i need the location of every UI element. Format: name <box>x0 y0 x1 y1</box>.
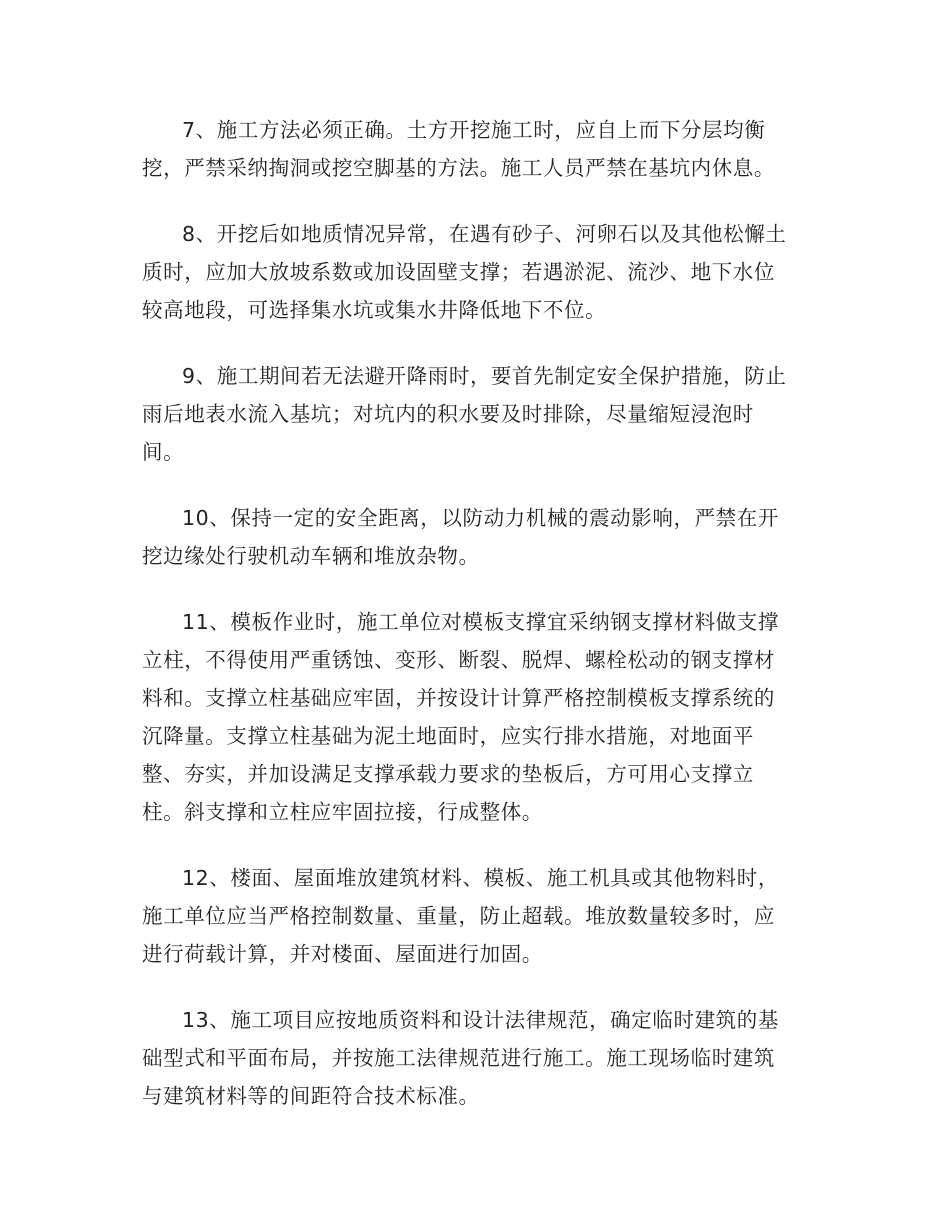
paragraph-10 <box>142 499 812 575</box>
paragraph-9 <box>142 357 812 471</box>
text-line: 挖，严禁采纳掏洞或挖空脚基的方法。施工人员严禁在基坑内休息。 <box>142 156 775 180</box>
text-line: 质时，应加大放坡系数或加设固壁支撑；若遇淤泥、流沙、地下水位 <box>142 260 775 284</box>
text-line: 间。 <box>142 440 185 464</box>
text-line: 挖边缘处行驶机动车辆和堆放杂物。 <box>142 544 480 568</box>
text-line: 施工单位应当严格控制数量、重量，防止超载。堆放数量较多时，应 <box>142 904 775 928</box>
text-line: 12、楼面、屋面堆放建筑材料、模板、施工机具或其他物料时， <box>182 866 779 890</box>
text-line: 础型式和平面布局，并按施工法律规范进行施工。施工现场临时建筑 <box>142 1046 775 1070</box>
document-body <box>142 111 812 1143</box>
paragraph-8 <box>142 215 812 329</box>
text-line: 沉降量。支撑立柱基础为泥土地面时，应实行排水措施，对地面平 <box>142 724 754 748</box>
paragraph-13 <box>142 1001 812 1115</box>
text-line: 与建筑材料等的间距符合技术标准。 <box>142 1084 480 1108</box>
text-line: 7、施工方法必须正确。土方开挖施工时，应自上而下分层均衡 <box>182 118 766 142</box>
paragraph-12 <box>142 859 812 973</box>
paragraph-11 <box>142 603 812 831</box>
text-line: 进行荷载计算，并对楼面、屋面进行加固。 <box>142 942 543 966</box>
text-line: 料和。支撑立柱基础应牢固，并按设计计算严格控制模板支撑系统的 <box>142 686 775 710</box>
text-line: 立柱，不得使用严重锈蚀、变形、断裂、脱焊、螺栓松动的钢支撑材 <box>142 648 775 672</box>
text-line: 9、施工期间若无法避开降雨时，要首先制定安全保护措施，防止 <box>182 364 787 388</box>
text-line: 10、保持一定的安全距离，以防动力机械的震动影响，严禁在开 <box>182 506 779 530</box>
text-line: 柱。斜支撑和立柱应牢固拉接，行成整体。 <box>142 800 543 824</box>
text-line: 13、施工项目应按地质资料和设计法律规范，确定临时建筑的基 <box>182 1008 779 1032</box>
text-line: 整、夯实，并加设满足支撑承载力要求的垫板后，方可用心支撑立 <box>142 762 754 786</box>
paragraph-7 <box>142 111 812 187</box>
text-line: 较高地段，可选择集水坑或集水井降低地下不位。 <box>142 298 607 322</box>
text-line: 8、开挖后如地质情况异常，在遇有砂子、河卵石以及其他松懈土 <box>182 222 787 246</box>
text-line: 11、模板作业时，施工单位对模板支撑宜采纳钢支撑材料做支撑 <box>182 610 779 634</box>
text-line: 雨后地表水流入基坑；对坑内的积水要及时排除，尽量缩短浸泡时 <box>142 402 754 426</box>
